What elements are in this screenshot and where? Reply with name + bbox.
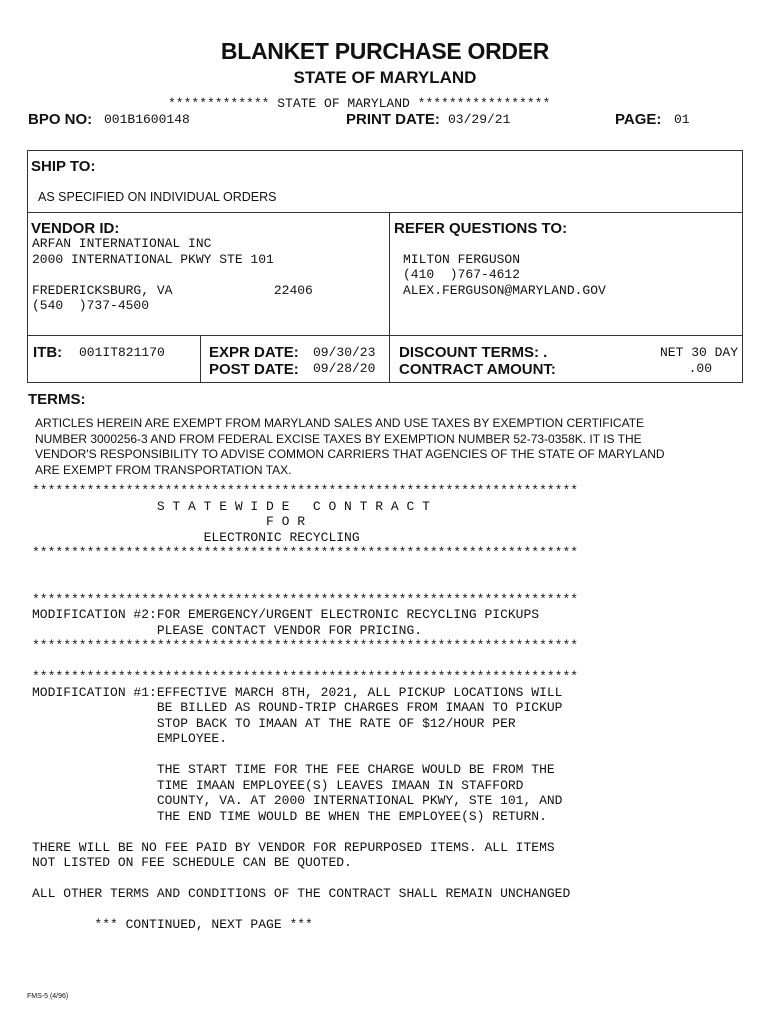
vendor-line-2: 2000 INTERNATIONAL PKWY STE 101 [32,251,274,267]
vendor-box [27,212,743,336]
post-date-value: 09/28/20 [313,361,376,376]
contract-amount-label: CONTRACT AMOUNT: [399,361,556,378]
print-date-value: 03/29/21 [448,112,511,127]
terms-label: TERMS: [28,391,86,408]
ship-to-value: AS SPECIFIED ON INDIVIDUAL ORDERS [38,190,277,204]
dates-divider [389,336,390,382]
page-label: PAGE: [615,111,662,128]
refer-line-3: ALEX.FERGUSON@MARYLAND.GOV [403,282,606,298]
contract-body-text: ********************************************************************** S T A T E W I D E C O N T R A C T F O R ELECTRONIC RECYCLING ********************************************************************** ********************************************************************** MODIFICATION #2:FOR EMERGENCY/URGENT ELECTRONIC RECYCLING PICKUPS PLEASE CONTACT VENDOR FOR PRICING. ********************************************************************** ********************************************************************** MODIFICATION #1:EFFECTIVE MARCH 8TH, 2021, ALL PICKUP LOCATIONS WILL BE BILLED AS ROUND-TRIP CHARGES FROM IMAAN TO PICKUP STOP BACK TO IMAAN AT THE RATE OF $12/HOUR PER EMPLOYEE. THE START TIME FOR THE FEE CHARGE WOULD BE FROM THE TIME IMAAN EMPLOYEE(S) LEAVES IMAAN IN STAFFORD COUNTY, VA. AT 2000 INTERNATIONAL PKWY, STE 101, AND THE END TIME WOULD BE WHEN THE EMPLOYEE(S) RETURN. THERE WILL BE NO FEE PAID BY VENDOR FOR REPURPOSED ITEMS. ALL ITEMS NOT LISTED ON FEE SCHEDULE CAN BE QUOTED. ALL OTHER TERMS AND CONDITIONS OF THE CONTRACT SHALL REMAIN UNCHANGED *** CONTINUED, NEXT PAGE *** [32,483,579,932]
vendor-line-5: (540 )737-4500 [32,298,150,313]
form-id: FMS-5 (4/96) [27,993,69,1000]
ship-to-box [27,150,743,213]
bpo-number: 001B1600148 [104,112,190,127]
refer-line-1: MILTON FERGUSON [403,251,521,267]
contract-info-box [27,335,743,383]
vendor-line-1: ARFAN INTERNATIONAL INC [32,236,212,251]
post-date-label: POST DATE: [209,361,299,378]
refer-line-2: (410 )767-4612 [403,267,521,282]
itb-value: 001IT821170 [79,345,165,360]
discount-terms-value: NET 30 DAY [659,345,738,360]
vendor-divider [389,213,390,335]
terms-line-4: ARE EXEMPT FROM TRANSPORTATION TAX. [35,462,292,477]
itb-divider [200,336,201,382]
state-banner: ************* STATE OF MARYLAND ***************** [168,96,551,111]
itb-label: ITB: [33,344,63,361]
vendor-id-label: VENDOR ID: [31,220,120,237]
page-number: 01 [674,112,690,127]
vendor-line-4: FREDERICKSBURG, VA 22406 [32,282,313,298]
document-title: BLANKET PURCHASE ORDER [220,38,550,64]
terms-line-3: VENDOR'S RESPONSIBILITY TO ADVISE COMMON CARRIERS THAT AGENCIES OF THE STATE OF MARYLAND [35,447,665,461]
refer-questions-label: REFER QUESTIONS TO: [394,220,568,237]
document-subtitle: STATE OF MARYLAND [293,68,477,87]
contract-amount-value: .00 [688,361,712,376]
terms-text [35,416,755,478]
bpo-label: BPO NO: [28,111,93,128]
expr-date-value: 09/30/23 [313,345,376,360]
print-date-label: PRINT DATE: [346,111,440,128]
ship-to-label: SHIP TO: [31,158,96,175]
terms-line-2: NUMBER 3000256-3 AND FROM FEDERAL EXCISE TAXES BY EXEMPTION NUMBER 52-73-0358K. IT IS THE [35,431,642,446]
terms-line-1: ARTICLES HEREIN ARE EXEMPT FROM MARYLAND SALES AND USE TAXES BY EXEMPTION CERTIFICATE [35,416,645,430]
discount-terms-label: DISCOUNT TERMS: . [399,344,548,361]
expr-date-label: EXPR DATE: [209,344,299,361]
